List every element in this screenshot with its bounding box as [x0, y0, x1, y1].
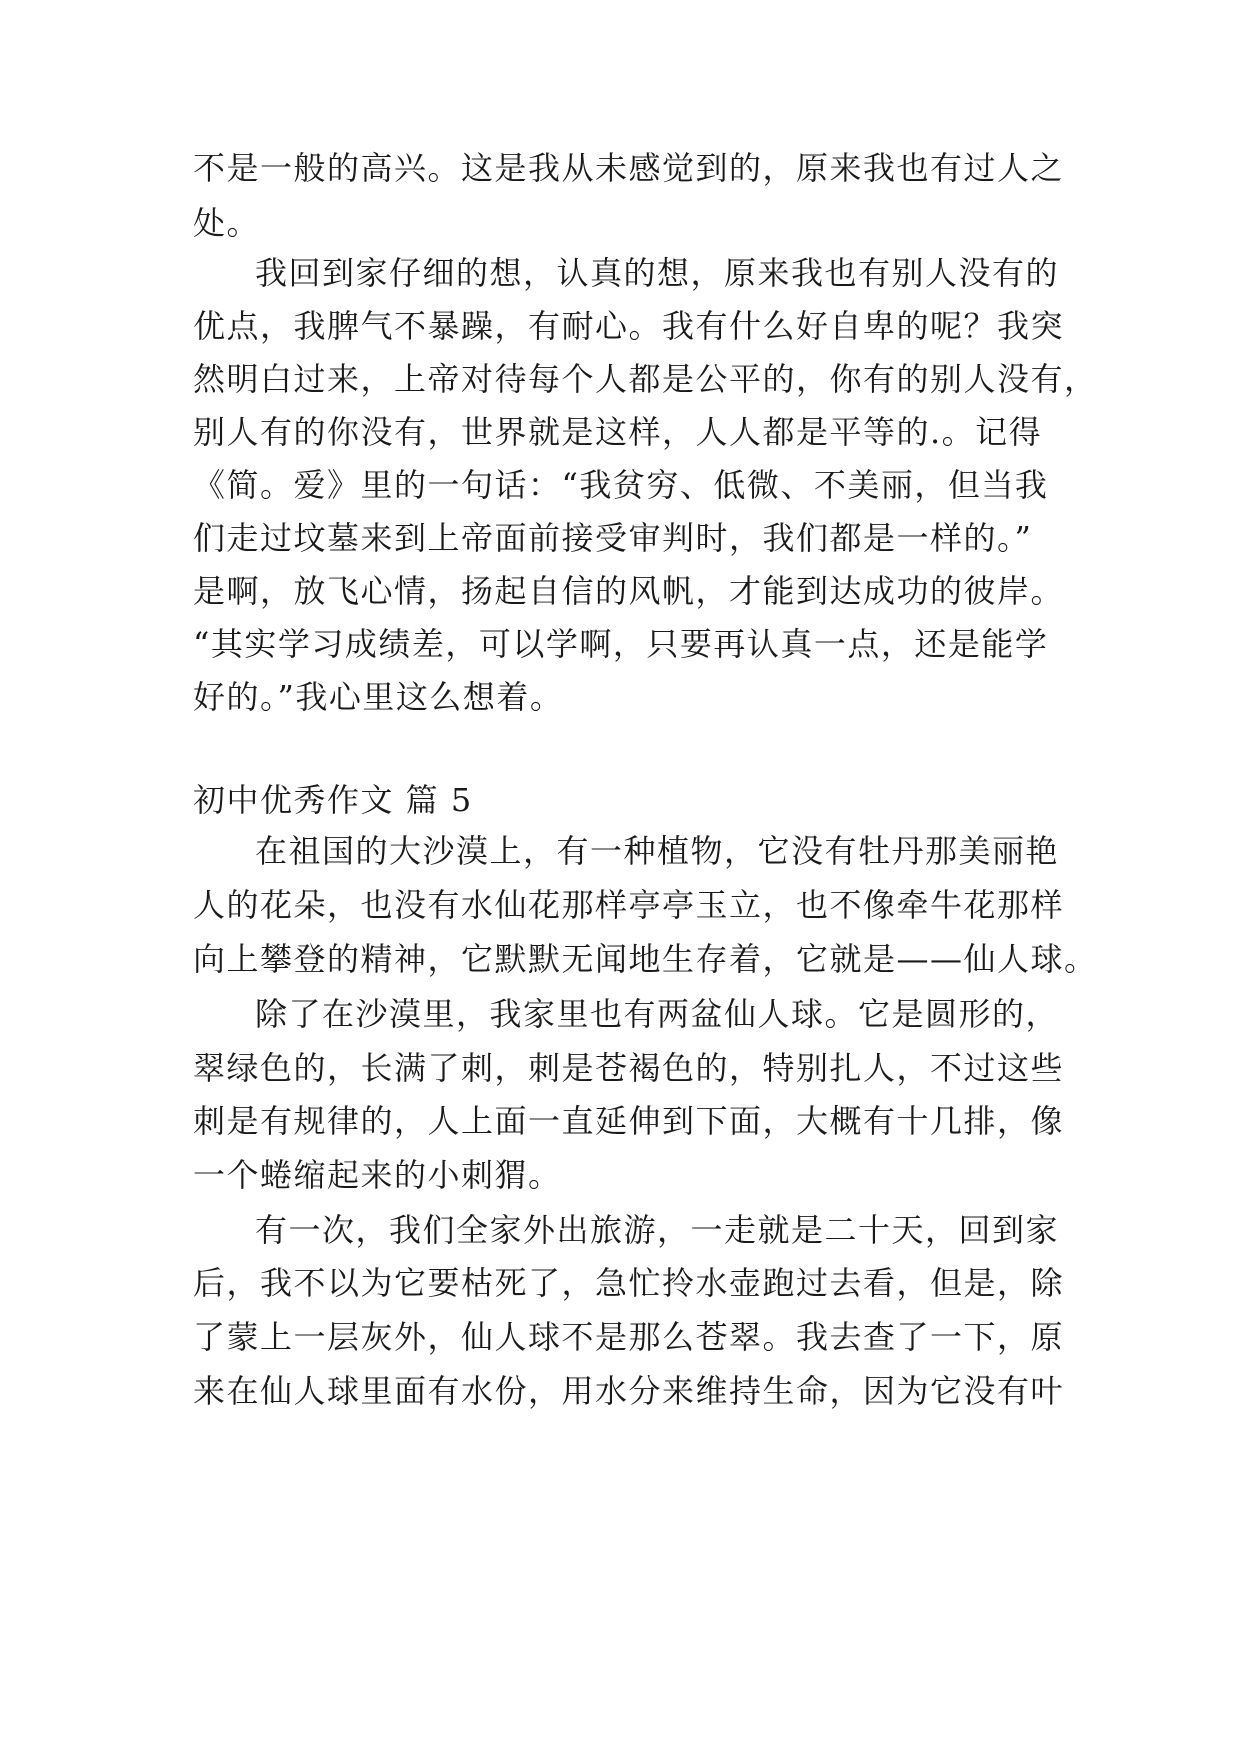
- text-line: 好的。”我心里这么想着。: [193, 678, 564, 716]
- paragraph-first-line: 有一次，我们全家外出旅游，一走就是二十天，回到家: [255, 1211, 1060, 1249]
- text-line: 人的花朵，也没有水仙花那样亭亭玉立，也不像牵牛花那样: [193, 886, 1065, 924]
- text-line: 翠绿色的，长满了刺，刺是苍褐色的，特别扎人，不过这些: [193, 1049, 1065, 1087]
- text-line: 刺是有规律的，人上面一直延伸到下面，大概有十几排，像: [193, 1102, 1065, 1140]
- text-line: 们走过坟墓来到上帝面前接受审判时，我们都是一样的。”: [193, 519, 1033, 557]
- text-line: “其实学习成绩差，可以学啊，只要再认真一点，还是能学: [193, 625, 1049, 663]
- text-line: 是啊，放飞心情，扬起自信的风帆，才能到达成功的彼岸。: [193, 572, 1065, 610]
- text-line: 不是一般的高兴。这是我从未感觉到的，原来我也有过人之: [193, 149, 1065, 187]
- paragraph-first-line: 除了在沙漠里，我家里也有两盆仙人球。它是圆形的，: [255, 995, 1060, 1033]
- text-line: 别人有的你没有，世界就是这样，人人都是平等的.。记得: [193, 413, 1043, 451]
- text-line: 一个蜷缩起来的小刺猬。: [193, 1156, 562, 1194]
- text-line: 了蒙上一层灰外，仙人球不是那么苍翠。我去查了一下，原: [193, 1318, 1065, 1356]
- text-line: 《简。爱》里的一句话：“我贫穷、低微、不美丽，但当我: [193, 466, 1049, 504]
- paragraph-first-line: 我回到家仔细的想，认真的想，原来我也有别人没有的: [255, 254, 1060, 292]
- text-line: 来在仙人球里面有水份，用水分来维持生命，因为它没有叶: [193, 1372, 1065, 1410]
- text-line: 优点，我脾气不暴躁，有耐心。我有什么好自卑的呢？我突: [193, 307, 1065, 345]
- text-line: 向上攀登的精神，它默默无闻地生存着，它就是——仙人球。: [193, 940, 1098, 978]
- text-line: 然明白过来，上帝对待每个人都是公平的，你有的别人没有，: [193, 360, 1098, 398]
- section-heading: 初中优秀作文 篇 5: [193, 781, 473, 819]
- text-line: 后，我不以为它要枯死了，急忙拎水壶跑过去看，但是，除: [193, 1264, 1065, 1302]
- paragraph-first-line: 在祖国的大沙漠上，有一种植物，它没有牡丹那美丽艳: [255, 832, 1060, 870]
- text-line: 处。: [193, 204, 261, 242]
